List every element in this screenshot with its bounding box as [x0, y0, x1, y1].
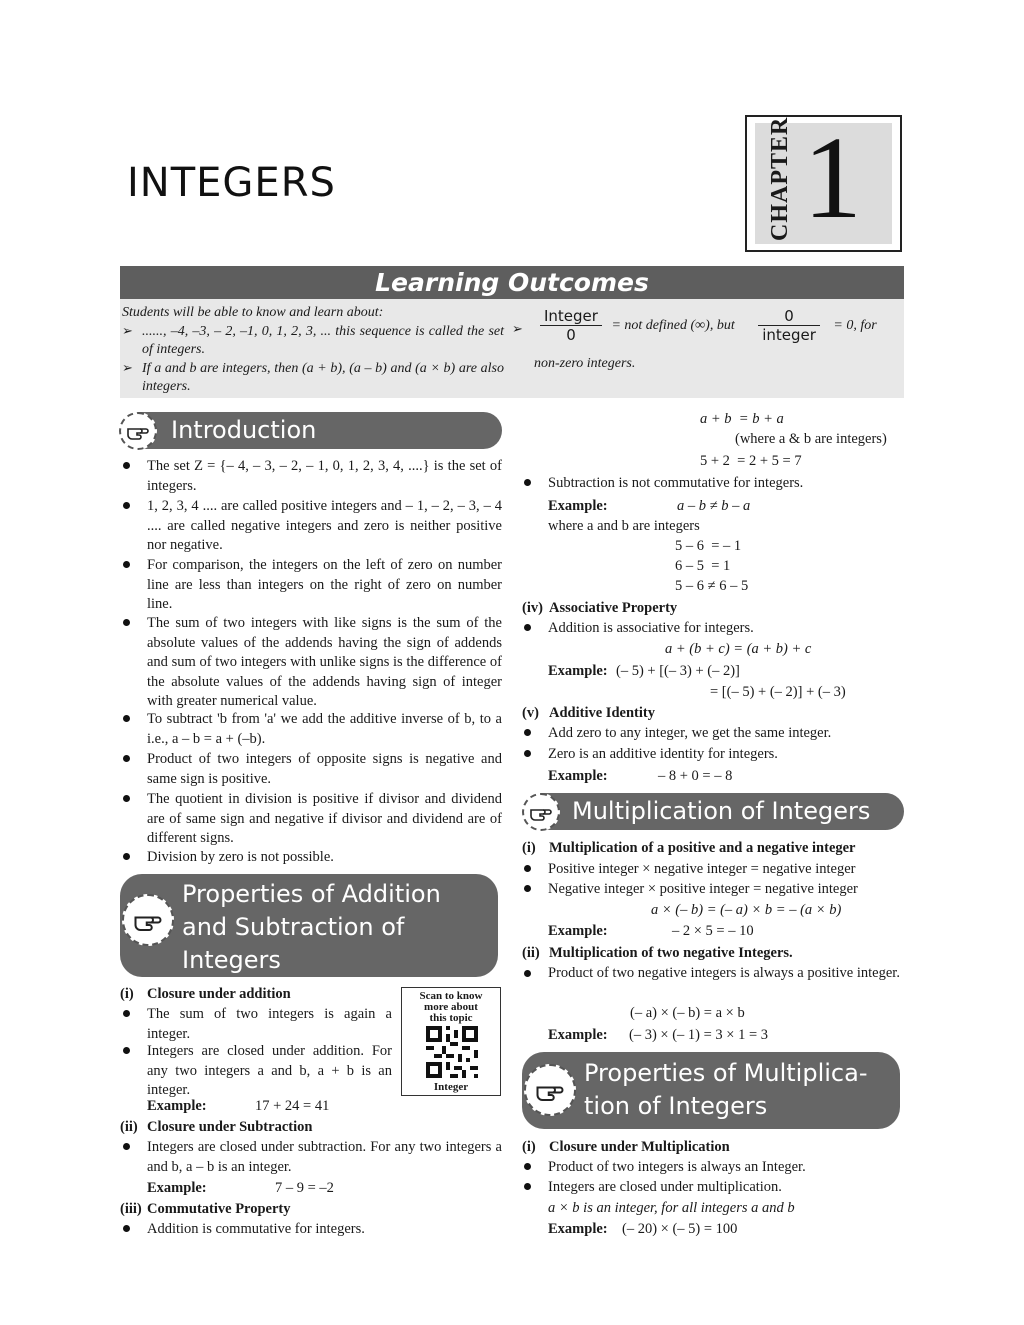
example-value: (– 20) × (– 5) = 100 [622, 1221, 738, 1237]
additive-identity-title: Additive Identity [549, 705, 655, 721]
commutative-title: Commutative Property [147, 1201, 291, 1217]
equation: 5 + 2 = 2 + 5 = 7 [700, 453, 802, 469]
bullet-icon [123, 1143, 130, 1150]
outcome-item: ......, –4, –3, – 2, –1, 0, 1, 2, 3, ... this sequence is called the set of integers. [142, 324, 504, 357]
section-number: (i) [522, 1139, 536, 1155]
chapter-number: 1 [803, 112, 862, 243]
equation-note: (where a & b are integers) [735, 431, 887, 447]
bullet-icon [123, 502, 130, 509]
equation: 6 – 5 = 1 [675, 558, 731, 574]
bullet-icon [123, 795, 130, 802]
bullet-icon [123, 561, 130, 568]
example-value: 17 + 24 = 41 [255, 1098, 330, 1114]
closure-subtraction-point: Integers are closed under subtraction. For any two integers a and b, a – b is an integer. [147, 1139, 502, 1175]
pointing-hand-icon [119, 412, 157, 450]
learning-outcomes-box [120, 299, 904, 398]
pointing-hand-icon [524, 1064, 576, 1116]
example-value: 7 – 9 = –2 [275, 1180, 334, 1196]
properties-multiplication-heading-line1: Properties of Multiplica- [584, 1059, 868, 1087]
qr-caption: more about [424, 1001, 478, 1013]
intro-point: Product of two integers of opposite signs is negative and same sign is positive. [147, 751, 502, 787]
bullet-icon [123, 755, 130, 762]
example-label: Example: [548, 663, 608, 679]
introduction-header [136, 412, 502, 449]
intro-point: The quotient in division is positive if divisor and dividend are of same sign and negative if divisor and dividend are of different signs. [147, 791, 502, 847]
section-number: (i) [120, 986, 134, 1002]
closure-multiplication-title: Closure under Multiplication [549, 1139, 730, 1155]
intro-point: To subtract 'b from 'a' we add the additive inverse of b, to a i.e., a – b = a + (–b). [147, 711, 502, 747]
introduction-heading: Introduction [171, 416, 317, 444]
learning-outcomes-heading: Learning Outcomes [120, 266, 904, 299]
example-label: Example: [548, 498, 608, 514]
intro-point: For comparison, the integers on the left of zero on number line are less than integers on the right of zero on number line. [147, 557, 502, 613]
section-number: (iii) [120, 1201, 142, 1217]
learning-outcomes-intro: Students will be able to know and learn about: [122, 305, 384, 320]
example-value: = [(– 5) + (– 2)] + (– 3) [710, 684, 846, 700]
closure-subtraction-title: Closure under Subtraction [147, 1119, 313, 1135]
closure-addition-title: Closure under addition [147, 986, 291, 1002]
example-label: Example: [548, 1221, 608, 1237]
bullet-icon [123, 1225, 130, 1232]
fraction: $\frac{\text{Integer}}{0}$ [540, 307, 602, 344]
qr-caption: Scan to know [419, 990, 483, 1002]
bullet-icon [123, 1047, 130, 1054]
properties-addition-heading-line1: Properties of Addition [182, 880, 441, 908]
properties-addition-heading-line3: Integers [182, 946, 281, 974]
outcome-item-fraction: $\frac{\text{Integer}}{0}$ = not defined (∞), but $\frac{0}{\text{integer}}$ = 0, for [540, 307, 904, 344]
example-value: (– 5) + [(– 3) + (– 2)] [616, 663, 740, 679]
additive-identity-point: Add zero to any integer, we get the same integer. [548, 725, 832, 741]
example-value: – 8 + 0 = – 8 [658, 768, 733, 784]
multiplication-point: Positive integer × negative integer = negative integer [548, 861, 856, 877]
bullet-icon [123, 1010, 130, 1017]
chapter-title: INTEGERS [127, 160, 336, 206]
closure-multiplication-note: a × b is an integer, for all integers a and b [548, 1200, 795, 1216]
bullet-icon [123, 619, 130, 626]
closure-addition-point: The sum of two integers is again a integer. [147, 1006, 392, 1042]
qr-caption: this topic [429, 1012, 473, 1024]
pointing-hand-icon [522, 793, 560, 831]
equation: (– a) × (– b) = a × b [630, 1005, 745, 1021]
bullet-icon [123, 462, 130, 469]
properties-addition-heading-line2: and Subtraction of [182, 913, 405, 941]
properties-addition-header [120, 874, 498, 977]
outcome-item: If a and b are integers, then (a + b), (a – b) and (a × b) are also integers. [142, 361, 504, 394]
closure-multiplication-point: Product of two integers is always an Integer. [548, 1159, 806, 1175]
bullet-icon [123, 853, 130, 860]
section-number: (iv) [522, 600, 543, 616]
bullet-icon [524, 865, 531, 872]
multiplication-point: Product of two negative integers is always a positive integer. [548, 965, 900, 981]
qr-label: Integer [433, 1081, 469, 1093]
section-number: (v) [522, 705, 539, 721]
chapter-label: CHAPTER [767, 116, 793, 241]
example-label: Example: [147, 1098, 207, 1114]
section-number: (i) [522, 840, 536, 856]
fraction: $\frac{0}{\text{integer}}$ [758, 307, 820, 344]
intro-point: The set Z = {– 4, – 3, – 2, – 1, 0, 1, 2, 3, 4, ....} is the set of integers. [147, 458, 502, 494]
example-value: (– 3) × (– 1) = 3 × 1 = 3 [629, 1027, 769, 1043]
arrow-icon: ➢ [512, 321, 523, 336]
bullet-icon [524, 729, 531, 736]
chapter-badge [745, 112, 902, 252]
intro-point: The sum of two integers with like signs is the sum of the absolute values of the addends having the sign of addends and sum of two integers with unlike signs is the difference of the absolute values of the addends having sign of integer with greater numerical value. [147, 615, 502, 710]
example-label: Example: [548, 1027, 608, 1043]
properties-multiplication-header [522, 1052, 900, 1129]
associative-title: Associative Property [549, 600, 678, 616]
closure-addition-point: Integers are closed under addition. For any two integers a and b, a + b is an integer. [147, 1043, 392, 1099]
arrow-icon: ➢ [122, 360, 133, 375]
qr-code-panel[interactable] [401, 987, 501, 1096]
equation: a + (b + c) = (a + b) + c [665, 641, 812, 657]
bullet-icon [524, 970, 531, 977]
bullet-icon [524, 885, 531, 892]
section-number: (ii) [522, 945, 540, 961]
multiplication-subtitle: Multiplication of a positive and a negative integer [549, 840, 856, 856]
equation: a × (– b) = (– a) × b = – (a × b) [651, 902, 842, 918]
bullet-icon [524, 1163, 531, 1170]
commutative-point: Addition is commutative for integers. [147, 1221, 365, 1237]
additive-identity-point: Zero is an additive identity for integers. [548, 746, 778, 762]
equation: 5 – 6 = – 1 [675, 538, 742, 554]
multiplication-point: Negative integer × positive integer = negative integer [548, 881, 858, 897]
bullet-icon [524, 624, 531, 631]
bullet-icon [123, 715, 130, 722]
intro-point: Division by zero is not possible. [147, 849, 334, 865]
bullet-icon [524, 750, 531, 757]
intro-point: 1, 2, 3, 4 .... are called positive integers and – 1, – 2, – 3, – 4 .... are called negative integers and zero is neither positive nor negative. [147, 498, 502, 554]
properties-multiplication-heading-line2: tion of Integers [584, 1092, 768, 1120]
closure-multiplication-point: Integers are closed under multiplication. [548, 1179, 782, 1195]
arrow-icon: ➢ [122, 323, 133, 338]
example-value: – 2 × 5 = – 10 [672, 923, 754, 939]
example-label: Example: [548, 768, 608, 784]
multiplication-header [540, 793, 904, 830]
associative-point: Addition is associative for integers. [548, 620, 754, 636]
section-number: (ii) [120, 1119, 138, 1135]
subtraction-point: Subtraction is not commutative for integers. [548, 475, 804, 491]
example-value: a – b ≠ b – a [677, 498, 751, 514]
subtraction-note: where a and b are integers [548, 518, 700, 534]
multiplication-heading: Multiplication of Integers [572, 797, 871, 825]
outcome-item-tail: non-zero integers. [534, 356, 636, 371]
equation: 5 – 6 ≠ 6 – 5 [675, 578, 749, 594]
multiplication-subtitle: Multiplication of two negative Integers. [549, 945, 793, 961]
example-label: Example: [548, 923, 608, 939]
bullet-icon [524, 479, 531, 486]
equation: a + b = b + a [700, 411, 784, 427]
qr-code-icon [426, 1026, 478, 1078]
pointing-hand-icon [122, 894, 174, 946]
example-label: Example: [147, 1180, 207, 1196]
bullet-icon [524, 1183, 531, 1190]
